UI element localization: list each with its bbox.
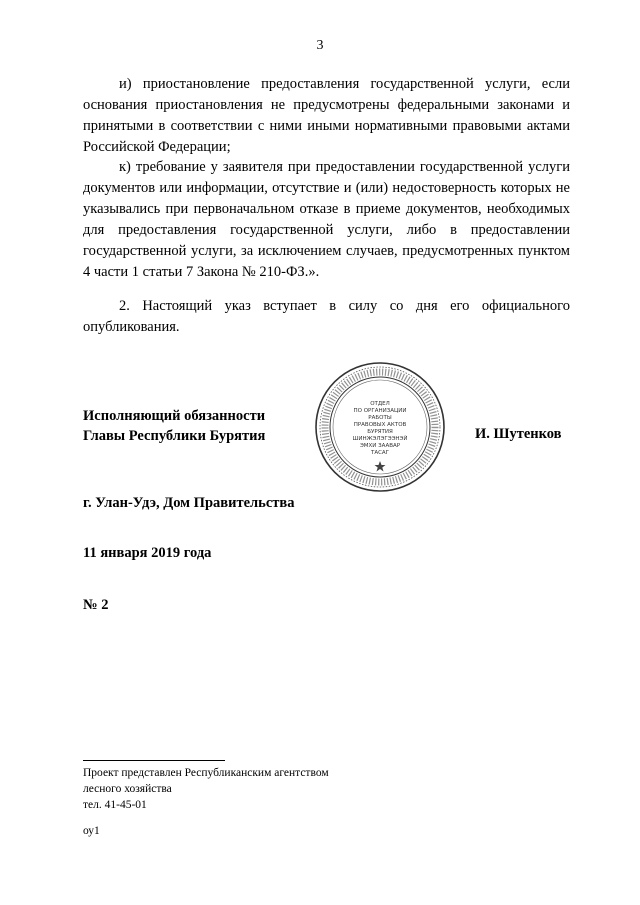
footnote-line3: тел. 41-45-01: [83, 799, 147, 811]
paragraph-suspension: и) приостановление предоставления государственной услуги, если основания приостановления не предусмотрены федеральными законами и принятыми в соответствии с ними иными нормативными правовыми актами Российской Федерации;: [83, 76, 570, 155]
seal-line5: БУРЯТИЯ: [367, 429, 393, 435]
footnote-line1: Проект представлен Республиканским агентством: [83, 767, 329, 779]
paragraph-requirement: к) требование у заявителя при предоставлении государственной услуги документов или информации, отсутствие и (или) недостоверность которых не указывались при первоначальном отказе в приеме документов, необходимых для предоставления государственной услуги, либо в предоставлении государственной услуги, за исключением случаев, предусмотренных пунктом 4 части 1 статьи 7 Закона № 210-ФЗ.».: [83, 159, 570, 280]
page-number: 3: [316, 38, 324, 53]
seal-line1: ОТДЕЛ: [370, 401, 390, 407]
signing-date: 11 января 2019 года: [83, 545, 212, 561]
seal-line4: ПРАВОВЫХ АКТОВ: [353, 422, 407, 428]
document-code: оу1: [83, 825, 100, 837]
signer-name: И. Шутенков: [475, 426, 562, 442]
footnote: [83, 765, 329, 813]
paragraph-effective-date: 2. Настоящий указ вступает в силу со дня его официального опубликования.: [83, 298, 570, 335]
footnote-line2: лесного хозяйства: [83, 783, 172, 795]
document-number: № 2: [83, 597, 109, 613]
seal-line3: РАБОТЫ: [368, 415, 392, 421]
footnote-divider: [83, 760, 225, 761]
seal-line2: ПО ОРГАНИЗАЦИИ: [353, 408, 407, 414]
seal-line7: ЭМХИ ЗААВАР: [359, 443, 401, 449]
seal-line8: ТАСАГ: [370, 450, 390, 456]
signature-title: [83, 406, 265, 446]
signing-place: г. Улан-Удэ, Дом Правительства: [83, 495, 295, 511]
seal-line6: ШИНЖЭЛЭГЭЭНЭЙ: [352, 436, 408, 442]
signature-title-line2: Главы Республики Бурятия: [83, 428, 266, 444]
official-seal: [313, 360, 447, 494]
signature-title-line1: Исполняющий обязанности: [83, 408, 266, 424]
